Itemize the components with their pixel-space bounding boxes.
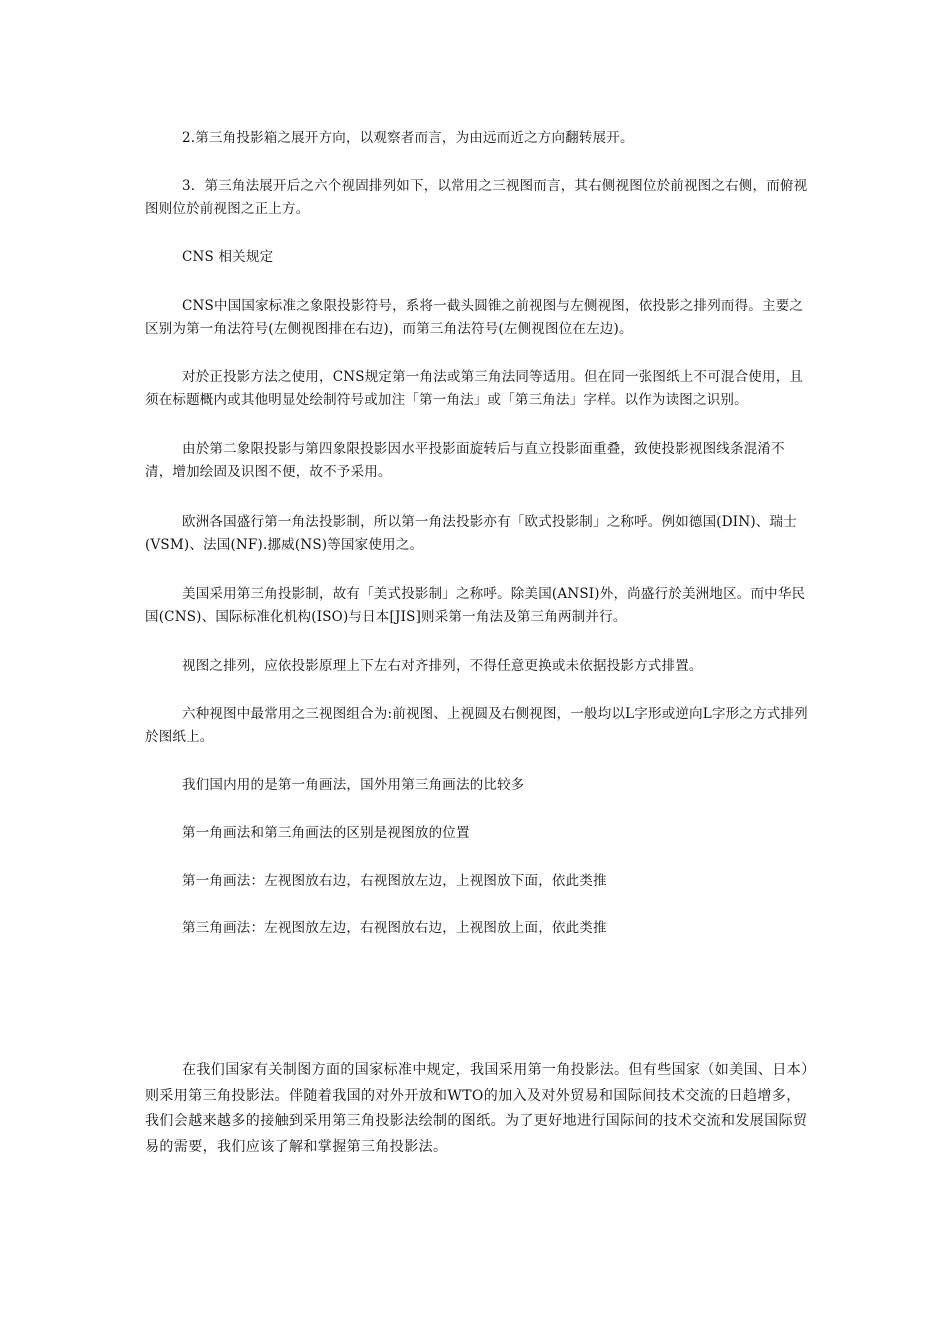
paragraph-first-angle-rule: 第一角画法：左视图放右边，右视图放左边，上视图放下面，依此类推: [182, 873, 607, 889]
paragraph-europe-first-angle: 欧洲各国盛行第一角法投影制，所以第一角法投影亦有「欧式投影制」之称呼。例如德国(DIN)、瑞士(VSM)、法国(NF).挪威(NS)等国家使用之。: [145, 514, 797, 553]
paragraph-three-view-combination: 六种视图中最常用之三视图组合为:前视图、上视圆及右侧视图，一般均以L字形或逆向L字形之方式排列於图纸上。: [145, 706, 808, 745]
paragraph-third-angle-rule: 第三角画法：左视图放左边，右视图放右边，上视图放上面，依此类推: [182, 920, 607, 936]
paragraph-difference: 第一角画法和第三角画法的区别是视图放的位置: [182, 825, 470, 841]
paragraph-domestic-practice: 我们国内用的是第一角画法，国外用第三角画法的比较多: [182, 777, 525, 793]
paragraph-quadrants-not-used: 由於第二象限投影与第四象限投影因水平投影面旋转后与直立投影面重叠，致使投影视图线条混淆不清，增加绘固及识图不便，故不予采用。: [145, 441, 785, 480]
paragraph-view-alignment: 视图之排列，应依投影原理上下左右对齐排列，不得任意更换或未依据投影方式排置。: [182, 658, 703, 674]
paragraph-cns-symbol: CNS中国国家标准之象限投影符号，系将一截头圆锥之前视图与左侧视图，依投影之排列而得。主要之区别为第一角法符号(左侧视图排在右边)，而第三角法符号(左侧视图位在左边)。: [145, 298, 804, 337]
paragraph-projection-usage: 对於正投影方法之使用，CNS规定第一角法或第三角法同等适用。但在同一张图纸上不可混合使用，且须在标题概内或其他明显处绘制符号或加注「第一角法」或「第三角法」字样。以作为读图之识别。: [145, 369, 804, 408]
section-heading-cns: CNS 相关规定: [182, 249, 274, 265]
paragraph-unfold-direction: 2.第三角投影箱之展开方向，以观察者而言，为由远而近之方向翻转展开。: [182, 130, 634, 146]
paragraph-us-third-angle: 美国采用第三角投影制，故有「美式投影制」之称呼。除美国(ANSI)外，尚盛行於美洲地区。而中华民国(CNS)、国际标准化机构(ISO)与日本[JIS]则采第一角法及第三角两制并行。: [145, 586, 806, 625]
paragraph-national-standard-summary: 在我们国家有关制图方面的国家标准中规定，我国采用第一角投影法。但有些国家（如美国、日本）则采用第三角投影法。伴随着我国的对外开放和WTO的加入及对外贸易和国际间技术交流的日趋增多，我们会越来越多的接触到采用第三角投影法绘制的图纸。为了更好地进行国际间的技术交流和发展国际贸易的需要，我们应该了解和掌握第三角投影法。: [145, 1062, 809, 1155]
paragraph-six-views-arrangement: 3．第三角法展开后之六个视固排列如下，以常用之三视图而言，其右侧视图位於前视图之右侧，而俯视图则位於前视图之正上方。: [145, 178, 808, 217]
